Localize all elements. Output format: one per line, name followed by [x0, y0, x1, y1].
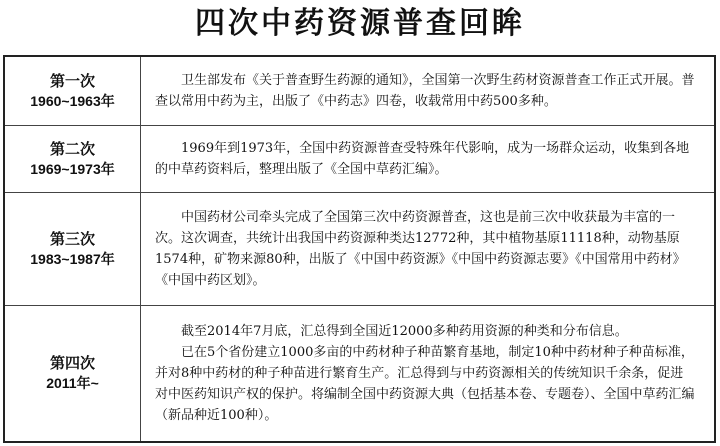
table-row	[5, 57, 714, 126]
survey-years: 1983~1987年	[30, 250, 115, 267]
survey-years: 1969~1973年	[30, 160, 115, 177]
survey-number: 第一次	[49, 72, 95, 90]
paragraph: 卫生部发布《关于普查野生药源的通知》，全国第一次野生药材资源普查工作正式开展。普查以常用中药为主，出版了《中药志》四卷，收载常用中药500多种。	[155, 73, 695, 109]
survey-number: 第四次	[49, 355, 95, 372]
page-title: 四次中药资源普查回眸	[195, 6, 525, 41]
paragraph: 已在5个省份建立1000多亩的中药材种子种苗繁育基地，制定10种中药材种子种苗标准，并对8种中药材的种子种苗进行繁育生产。汇总得到与中药资源相关的传统知识千余条，促进对中医药知识产权的保护。将编制全国中药资源大典（包括基本卷、专题卷）、全国中草药汇编（新品种近100种）。	[155, 345, 695, 423]
row-label	[5, 193, 141, 305]
row-label	[5, 306, 141, 441]
survey-table	[3, 55, 716, 443]
survey-years: 2011年~	[46, 375, 99, 391]
paragraph: 截至2014年7月底，汇总得到全国近12000多种药用资源的种类和分布信息。	[181, 324, 628, 339]
paragraph: 1969年到1973年，全国中药资源普查受特殊年代影响，成为一场群众运动，收集到各地的中草药资料后，整理出版了《全国中草药汇编》。	[155, 141, 690, 177]
survey-years: 1960~1963年	[30, 92, 115, 109]
row-content	[155, 126, 696, 192]
table-row	[5, 126, 714, 193]
row-content	[155, 306, 696, 441]
row-label	[5, 57, 141, 125]
row-content	[155, 193, 696, 305]
row-label	[5, 126, 141, 192]
table-row	[5, 306, 714, 441]
paragraph: 中国药材公司牵头完成了全国第三次中药资源普查，这也是前三次中收获最为丰富的一次。这次调查，共统计出我国中药资源种类达12772种，其中植物基原11118种，动物基原1574种，矿物来源80种，出版了《中国中药资源》《中国中药资源志要》《中国常用中药材》《中国中药区划》。	[155, 210, 686, 288]
table-row	[5, 193, 714, 306]
row-content	[155, 57, 696, 125]
survey-number: 第三次	[49, 230, 95, 248]
survey-number: 第二次	[49, 140, 95, 158]
